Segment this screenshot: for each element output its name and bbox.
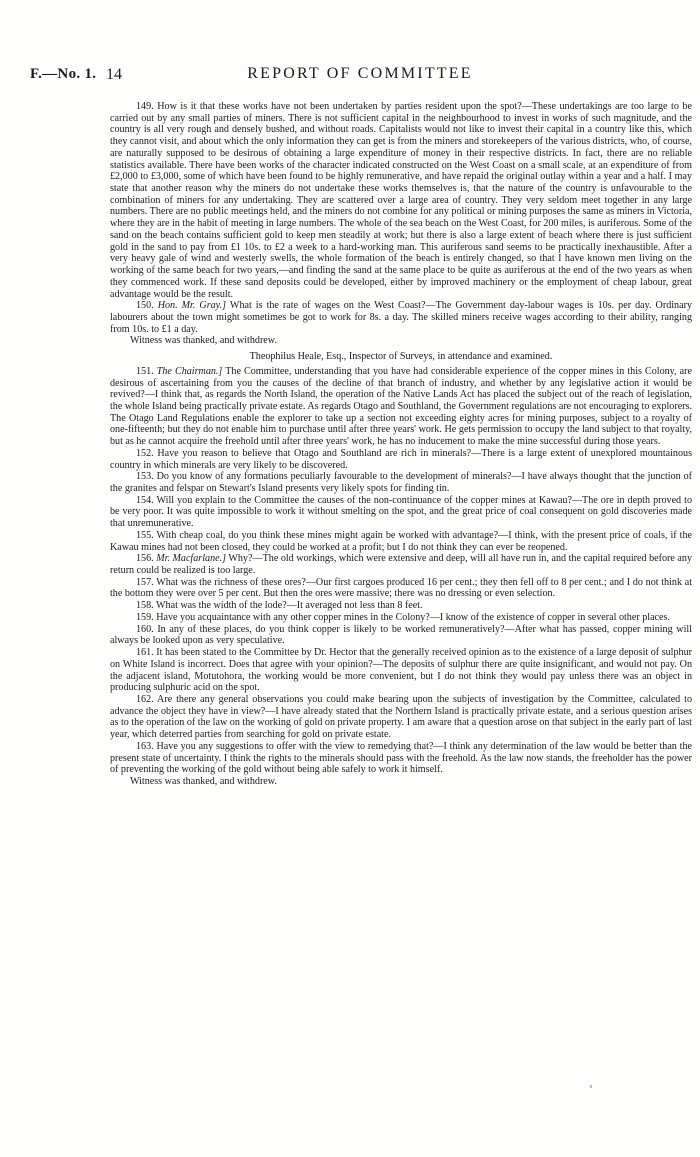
question-150: [110, 300, 692, 335]
question-text: In any of these places, do you think copper is likely to be worked remuneratively?—After what has passed, copper mining will always be looked upon as very speculative.: [110, 623, 692, 647]
witness-withdrew: Witness was thanked, and withdrew.: [130, 335, 277, 347]
question-153: [110, 471, 692, 494]
question-text: With cheap coal, do you think these mines might again be worked with advantage?—I think, with the present price of coals, if the Kawau mines had not been closed, they could be worked at a profit; but I do not think they can ever be reopened.: [110, 529, 693, 553]
question-161: [110, 647, 692, 694]
question-number: 157.: [136, 576, 154, 588]
question-number: 160.: [136, 623, 154, 635]
question-text: Are there any general observations you could make bearing upon the subjects of investigation by the Committee, calculated to advance the object they have in view?—I have already stated that the Northern Island is practically private estate, and a serious question arises as to the operation of the law on the working of gold on private property. I am aware that a question arose on that subject in the early part of last year, which deterred parties from searching for gold on private estate.: [110, 693, 692, 741]
witness-withdrew: Witness was thanked, and withdrew.: [130, 775, 277, 787]
question-text: What was the width of the lode?—It averaged not less than 8 feet.: [156, 600, 423, 612]
question-154: [110, 495, 692, 530]
question-text: What was the richness of these ores?—Our first cargoes produced 16 per cent.; they then fell off to 8 per cent.; and I do not think at the bottom they were over 5 per cent. But then the ores were massive; there was no dressing or even selection.: [110, 576, 692, 600]
question-159: [110, 612, 692, 624]
page-header: [0, 66, 700, 90]
question-162: [110, 694, 692, 741]
question-text: Will you explain to the Committee the causes of the non-continuance of the copper mines at Kawau?—The ore in depth proved to be very poor. It was quite impossible to work it without smelting on the spot, and the great price of coal consequent on gold discoveries made that unremunerative.: [110, 494, 692, 530]
question-text: What is the rate of wages on the West Coast?—The Government day-labour wages is 10s. per day. Ordinary labourers about the town might sometimes be got to work for 8s. a day. The skilled miners receive wages according to their ability, ranging from 10s. to £1 a day.: [110, 300, 692, 335]
question-149: [110, 101, 692, 300]
question-160: [110, 624, 692, 647]
speaker-label: Mr. Macfarlane.]: [156, 553, 227, 565]
question-158: [110, 600, 692, 612]
question-number: 153.: [136, 471, 154, 483]
question-157: [110, 577, 692, 600]
question-number: 156.: [136, 553, 154, 565]
speaker-label: Hon. Mr. Gray.]: [157, 300, 227, 312]
question-text: How is it that these works have not been undertaken by parties resident upon the spot?—These undertakings are too large to be carried out by any small parties of miners. There is not sufficient capital in the neighbourhood to invest in works of such magnitude, and the country is all very rough and densely bushed, and without roads. Capitalists would not like to invest their capital in a country like this, which they cannot visit, and about which the only information they can get is from the miners and storekeepers of the various districts, who, of course, are naturally supposed to be desirous of obtaining a large expenditure of money in their respective districts. In fact, there are no reliable statistics available. There have been works of the character indicated constructed on the West Coast on a small scale, at an expenditure of from £2,000 to £3,000, some of which have been found to be highly remunerative, and have repaid the original outlay within a year and a half. I may state that another reason why the miners do not undertake these works themselves is, that the nature of the country is unfavourable to the combination of miners for any undertaking. They are scattered over a large area of country. They very seldom meet together in any large numbers. There are no public meetings held, and the miners do not combine for any political or mining purposes the same as miners in Victoria, where they are in the habit of meeting in large numbers. The whole of the sea beach on the West Coast, for 200 miles, is auriferous. Some of the sand on the beach contains sufficient gold to keep men steadily at work; but there is also a large extent of beach where there is just sufficient gold in the sand to pay from £1 10s. to £2 a week to a hard-working man. This auriferous sand seems to be practically inexhaustible. After a very heavy gale of wind and westerly swells, the whole formation of the beach is entirely changed, so that I have known men living on the working of the same beach for two years,—and finding the sand at the same place to be quite as auriferous at the end of the two years as when they commenced work. If these sand deposits could be developed, either by improved machinery or the employment of cheap labour, great advantage would be the result.: [110, 101, 692, 300]
question-text: The Committee, understanding that you have had considerable experience of the copper mines in this Colony, are desirous of ascertaining from you the causes of the decline of that branch of industry, and whether by any legislative action it would be revived?—I think that, as regards the North Island, the operation of the Native Lands Act has placed the subject out of the reach of legislation, the whole Island being practically private estate. As regards Otago and Southland, the Government regulations are not encouraging to explorers. The Otago Land Regulations enable the explorer to take up a section not exceeding eighty acres for mining purposes, subject to a royalty of one-fifteenth; but they do not enable him to purchase until after three years' work. He gets permission to occupy the land subject to that royalty, but as he cannot acquire the freehold until after three years' work, he has no inducement to make the mine successful during those years.: [110, 365, 692, 448]
question-156: [110, 553, 692, 576]
question-number: 163.: [136, 740, 154, 752]
question-text: It has been stated to the Committee by Dr. Hector that the generally received opinion as to the existence of a large deposit of sulphur on White Island is incorrect. Does that agree with your opinion?—The deposits of sulphur there are quite insignificant, and would not pay. On the adjacent island, Motutohora, the working would be more convenient, but I do not think they would pay unless there was an object in producing sulphuric acid on the spot.: [110, 647, 692, 694]
question-number: 151.: [136, 365, 154, 377]
question-number: 154.: [136, 494, 154, 506]
speaker-label: The Chairman.]: [156, 365, 223, 377]
scan-speck: [590, 1085, 592, 1088]
running-title: REPORT OF COMMITTEE: [247, 65, 473, 82]
question-text: Have you acquaintance with any other copper mines in the Colony?—I know of the existence of copper in several other places.: [156, 611, 670, 623]
document-body: [110, 101, 692, 788]
question-163: [110, 741, 692, 776]
question-text: Have you any suggestions to offer with the view to remedying that?—I think any determination of the law would be better than the present state of uncertainty. I think the rights to the minerals should pass with the freehold. As the law now stands, the freeholder has the power of preventing the working of the gold without being able safely to work it himself.: [110, 740, 692, 776]
question-number: 161.: [136, 647, 154, 659]
page-number: 14: [106, 66, 122, 83]
question-number: 158.: [136, 600, 154, 612]
question-text: Why?—The old workings, which were extensive and deep, will all have run in, and the capital required before any return could be realized is too large.: [110, 553, 692, 577]
question-text: Do you know of any formations peculiarly favourable to the development of minerals?—I have always thought that the junction of the granites and felspar on Stewart's Island presents very likely spots for finding tin.: [110, 471, 693, 494]
question-number: 150.: [136, 300, 154, 312]
document-reference: F.—No. 1.: [30, 66, 97, 82]
question-text: Have you reason to believe that Otago and Southland are rich in minerals?—There is a large extent of unexplored mountainous country in which minerals are very likely to be discovered.: [110, 447, 692, 471]
question-155: [110, 530, 692, 553]
witness-heading: Theophilus Heale, Esq., Inspector of Surveys, in attendance and examined.: [249, 351, 553, 363]
question-number: 155.: [136, 529, 154, 541]
question-number: 159.: [136, 611, 154, 623]
question-152: [110, 448, 692, 471]
question-number: 152.: [136, 447, 154, 459]
question-number: 149.: [136, 101, 154, 112]
question-number: 162.: [136, 693, 154, 705]
question-151: [110, 366, 692, 448]
